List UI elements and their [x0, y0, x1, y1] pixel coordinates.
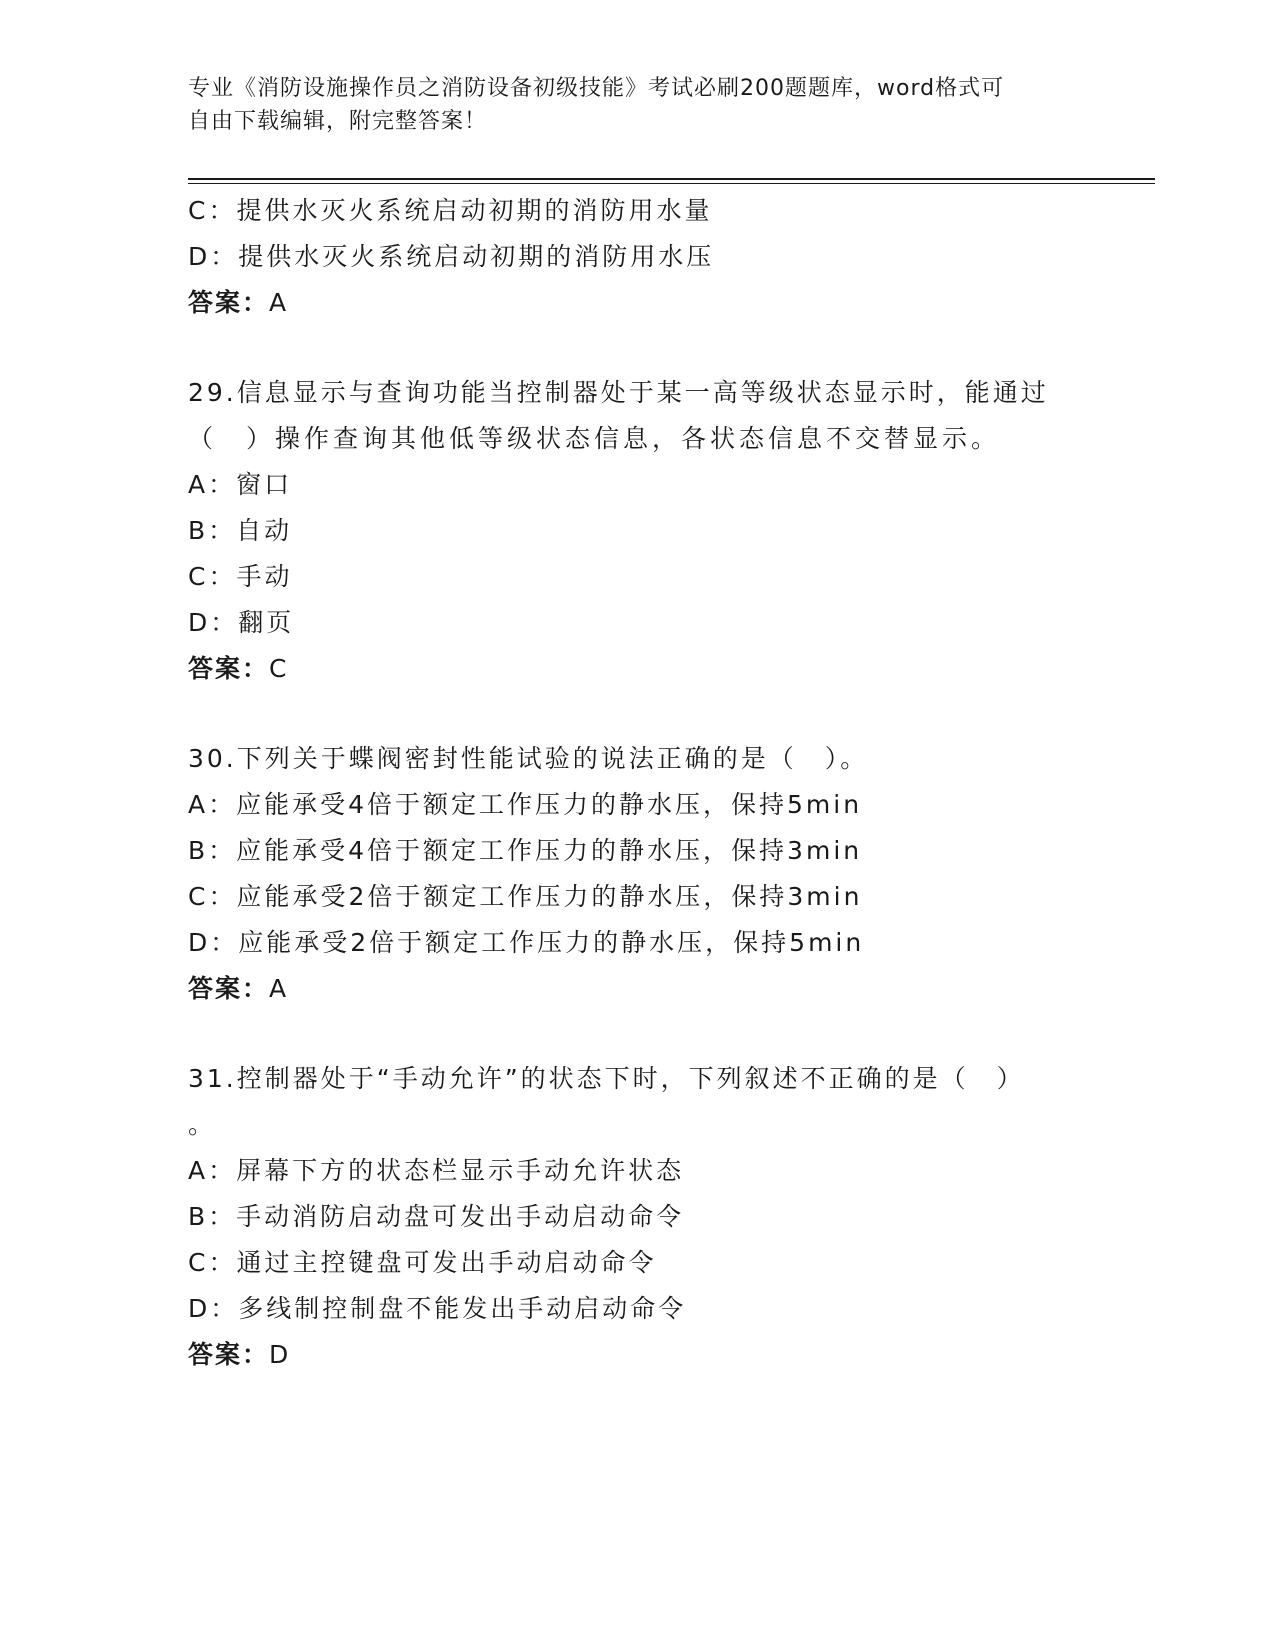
- answer-value: C: [269, 654, 289, 683]
- question-31: [188, 1056, 1088, 1378]
- question-stem-line-2: 。: [188, 1110, 217, 1139]
- answer-value: D: [269, 1340, 291, 1369]
- answer-value: A: [269, 288, 289, 317]
- option-b: B：手动消防启动盘可发出手动启动命令: [188, 1202, 685, 1231]
- answer: [188, 966, 1088, 1012]
- option-a: A：屏幕下方的状态栏显示手动允许状态: [188, 1156, 685, 1185]
- question-28: [188, 188, 1088, 326]
- option-d: D：提供水灭火系统启动初期的消防用水压: [188, 242, 715, 271]
- answer: [188, 280, 1088, 326]
- header-rule-thick: [188, 178, 1155, 180]
- question-stem: 30.下列关于蝶阀密封性能试验的说法正确的是（ ）。: [188, 744, 869, 773]
- question-30: [188, 736, 1088, 1012]
- answer-label: 答案：: [188, 288, 270, 317]
- option-d: D：应能承受2倍于额定工作压力的静水压，保持5min: [188, 928, 865, 957]
- header-line-2: 自由下载编辑，附完整答案！: [188, 109, 488, 134]
- option-b: B：自动: [188, 516, 293, 545]
- answer-label: 答案：: [188, 654, 270, 683]
- question-stem-line-2: （ ）操作查询其他低等级状态信息，各状态信息不交替显示。: [188, 424, 1001, 453]
- answer-label: 答案：: [188, 1340, 270, 1369]
- option-b: B：应能承受4倍于额定工作压力的静水压，保持3min: [188, 836, 863, 865]
- header-line-1: 专业《消防设施操作员之消防设备初级技能》考试必刷200题题库，word格式可: [188, 76, 1005, 101]
- document-header: [188, 72, 1088, 138]
- option-d: D：多线制控制盘不能发出手动启动命令: [188, 1294, 687, 1323]
- question-stem-line-1: 29.信息显示与查询功能当控制器处于某一高等级状态显示时，能通过: [188, 378, 1049, 407]
- option-c: C：提供水灭火系统启动初期的消防用水量: [188, 196, 713, 225]
- option-d: D：翻页: [188, 608, 295, 637]
- answer-label: 答案：: [188, 974, 270, 1003]
- header-rule-thin: [188, 183, 1155, 184]
- question-stem-line-1: 31.控制器处于“手动允许”的状态下时，下列叙述不正确的是（ ）: [188, 1064, 1025, 1093]
- option-c: C：应能承受2倍于额定工作压力的静水压，保持3min: [188, 882, 863, 911]
- option-c: C：通过主控键盘可发出手动启动命令: [188, 1248, 657, 1277]
- answer: [188, 1332, 1088, 1378]
- answer: [188, 646, 1088, 692]
- option-a: A：应能承受4倍于额定工作压力的静水压，保持5min: [188, 790, 863, 819]
- answer-value: A: [269, 974, 289, 1003]
- question-list: [188, 188, 1088, 1378]
- option-a: A：窗口: [188, 470, 293, 499]
- question-29: [188, 370, 1088, 692]
- option-c: C：手动: [188, 562, 293, 591]
